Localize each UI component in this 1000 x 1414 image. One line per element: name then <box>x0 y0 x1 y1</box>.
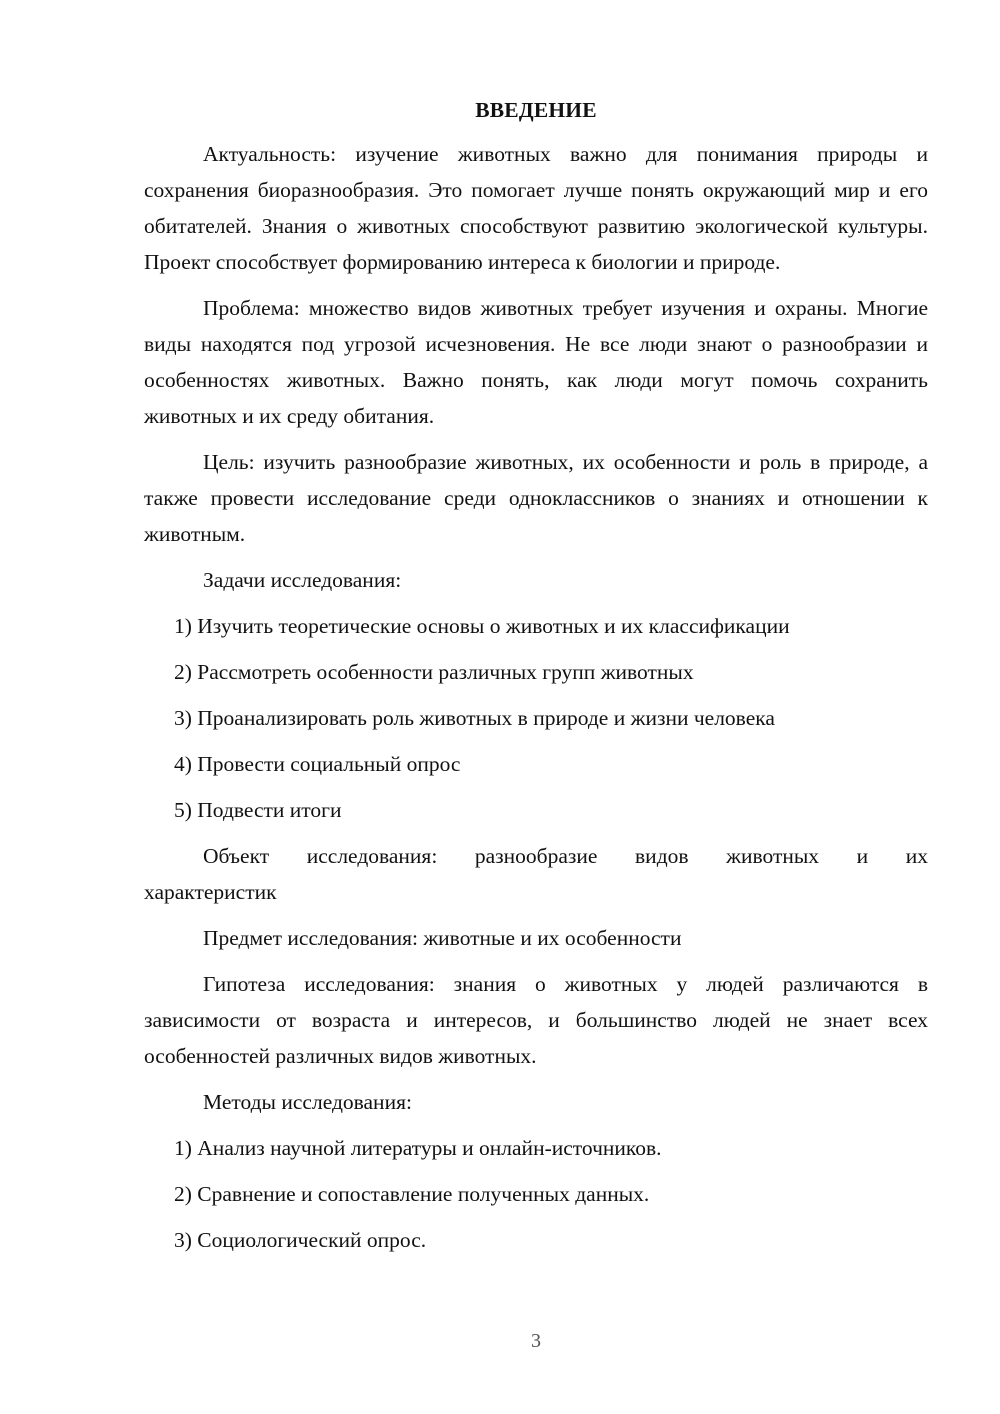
list-item: 1) Изучить теоретические основы о животных и их классификации <box>174 614 790 638</box>
list-item: 1) Анализ научной литературы и онлайн-источников. <box>174 1136 662 1160</box>
list-item: 2) Рассмотреть особенности различных групп животных <box>174 660 694 684</box>
section-heading: ВВЕДЕНИЕ <box>475 98 597 122</box>
methods-title: Методы исследования: <box>203 1090 412 1114</box>
methods-list <box>144 1130 928 1258</box>
list-item: 2) Сравнение и сопоставление полученных данных. <box>174 1182 650 1206</box>
hypothesis-paragraph: Гипотеза исследования: знания о животных у людей различаются в зависимости от возраста и интересов, и большинство людей не знает всех особенностей различных видов животных. <box>144 972 928 1068</box>
problem-paragraph: Проблема: множество видов животных требует изучения и охраны. Многие виды находятся под угрозой исчезновения. Не все люди знают о разнообразии и особенностях животных. Важно понять, как люди могут помочь сохранить животных и их среду обитания. <box>144 296 928 428</box>
object-line-2: характеристик <box>144 880 277 904</box>
object-paragraph <box>144 838 928 910</box>
object-line-1: Объект исследования: разнообразие видов животных и их <box>203 844 928 868</box>
relevance-paragraph: Актуальность: изучение животных важно для понимания природы и сохранения биоразнообразия. Это помогает лучше понять окружающий мир и его обитателей. Знания о животных способствуют развитию экологической культуры. Проект способствует формированию интереса к биологии и природе. <box>144 142 928 274</box>
page-number: 3 <box>531 1330 541 1352</box>
list-item: 4) Провести социальный опрос <box>174 752 461 776</box>
goal-paragraph: Цель: изучить разнообразие животных, их особенности и роль в природе, а также провести исследование среди одноклассников о знаниях и отношении к животным. <box>144 450 928 546</box>
tasks-title: Задачи исследования: <box>203 568 402 592</box>
page-content <box>144 92 928 1268</box>
tasks-list <box>144 608 928 828</box>
list-item: 3) Социологический опрос. <box>174 1228 427 1252</box>
list-item: 3) Проанализировать роль животных в природе и жизни человека <box>174 706 775 730</box>
subject-paragraph: Предмет исследования: животные и их особенности <box>203 926 682 950</box>
list-item: 5) Подвести итоги <box>174 798 342 822</box>
